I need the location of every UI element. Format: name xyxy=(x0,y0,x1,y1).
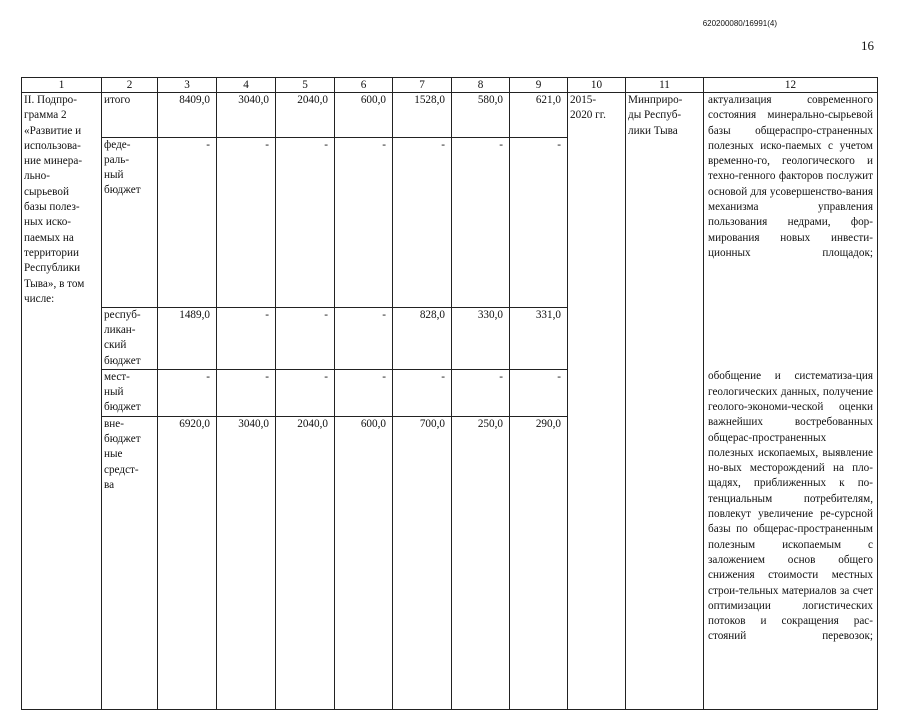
value-cell: 250,0 xyxy=(452,416,510,709)
column-number-row xyxy=(22,78,878,93)
column-number: 12 xyxy=(704,78,878,93)
value-cell: 621,0 xyxy=(510,93,568,138)
value-cell: 700,0 xyxy=(393,416,452,709)
program-name-continuation xyxy=(22,307,102,709)
funding-source-cell: мест- ный бюджет xyxy=(102,369,158,416)
value-cell: - xyxy=(276,307,335,369)
value-cell: 2040,0 xyxy=(276,93,335,138)
column-number: 10 xyxy=(568,78,626,93)
value-cell: - xyxy=(335,137,393,307)
column-number: 9 xyxy=(510,78,568,93)
value-cell: - xyxy=(276,369,335,416)
page-number: 16 xyxy=(861,38,874,53)
value-cell: - xyxy=(335,307,393,369)
value-cell: - xyxy=(510,369,568,416)
result-cell-part2: обобщение и систематиза-ция геологических данных, получение геолого-экономи-ческой оценки важнейших востребованных общерас-пространенных полезных ископаемых, выявление но-вых месторождений на пло-щадях, приближенных к по-тенциальным потребителям, повлекут увеличение ре-сурсной базы по общерас-пространенным полезным ископаемым с заложением основ общего снижения стоимости местных строи-тельных материалов за счет оптимизации логистических потоков и сокращения рас-стояний перевозок; xyxy=(704,369,878,709)
column-number: 2 xyxy=(102,78,158,93)
value-cell: 331,0 xyxy=(510,307,568,369)
value-cell: - xyxy=(217,369,276,416)
value-cell: 6920,0 xyxy=(158,416,217,709)
value-cell: 3040,0 xyxy=(217,93,276,138)
executor-cell: Минприро- ды Респуб- лики Тыва xyxy=(626,93,704,710)
value-cell: - xyxy=(217,307,276,369)
value-cell: - xyxy=(217,137,276,307)
value-cell: 600,0 xyxy=(335,416,393,709)
value-cell: - xyxy=(452,137,510,307)
program-table xyxy=(21,77,878,710)
result-cell-part1: актуализация современного состояния минерально-сырьевой базы общераспро-страненных полезных иско-паемых с учетом временно-го, геологического и техно-генного факторов послужит основой для усовершенство-вания механизма управления пользования недрами, фор-мирования новых инвести-ционных площадок; xyxy=(704,93,878,370)
value-cell: 1489,0 xyxy=(158,307,217,369)
program-name-cell: II. Подпро- грамма 2 «Развитие и использова- ние минера- льно- сырьевой базы полез- ных иско- паемых на территории Республики Тыва», в том числе: xyxy=(22,93,102,308)
value-cell: 8409,0 xyxy=(158,93,217,138)
funding-source-cell: феде- раль- ный бюджет xyxy=(102,137,158,307)
column-number: 8 xyxy=(452,78,510,93)
funding-source-cell: респуб- ликан- ский бюджет xyxy=(102,307,158,369)
column-number: 7 xyxy=(393,78,452,93)
funding-source-cell: вне- бюджет ные средст- ва xyxy=(102,416,158,709)
value-cell: - xyxy=(158,369,217,416)
document-code: 620200080/16991(4) xyxy=(702,19,777,28)
table-row xyxy=(22,369,878,416)
funding-source-cell: итого xyxy=(102,93,158,138)
value-cell: - xyxy=(510,137,568,307)
value-cell: 3040,0 xyxy=(217,416,276,709)
period-cell: 2015- 2020 гг. xyxy=(568,93,626,710)
column-number: 4 xyxy=(217,78,276,93)
value-cell: - xyxy=(276,137,335,307)
value-cell: 1528,0 xyxy=(393,93,452,138)
value-cell: 2040,0 xyxy=(276,416,335,709)
value-cell: - xyxy=(335,369,393,416)
value-cell: - xyxy=(393,369,452,416)
value-cell: 330,0 xyxy=(452,307,510,369)
value-cell: - xyxy=(393,137,452,307)
table-row xyxy=(22,93,878,138)
value-cell: 580,0 xyxy=(452,93,510,138)
value-cell: 600,0 xyxy=(335,93,393,138)
column-number: 6 xyxy=(335,78,393,93)
value-cell: - xyxy=(158,137,217,307)
value-cell: 290,0 xyxy=(510,416,568,709)
column-number: 1 xyxy=(22,78,102,93)
value-cell: 828,0 xyxy=(393,307,452,369)
column-number: 5 xyxy=(276,78,335,93)
column-number: 11 xyxy=(626,78,704,93)
value-cell: - xyxy=(452,369,510,416)
column-number: 3 xyxy=(158,78,217,93)
